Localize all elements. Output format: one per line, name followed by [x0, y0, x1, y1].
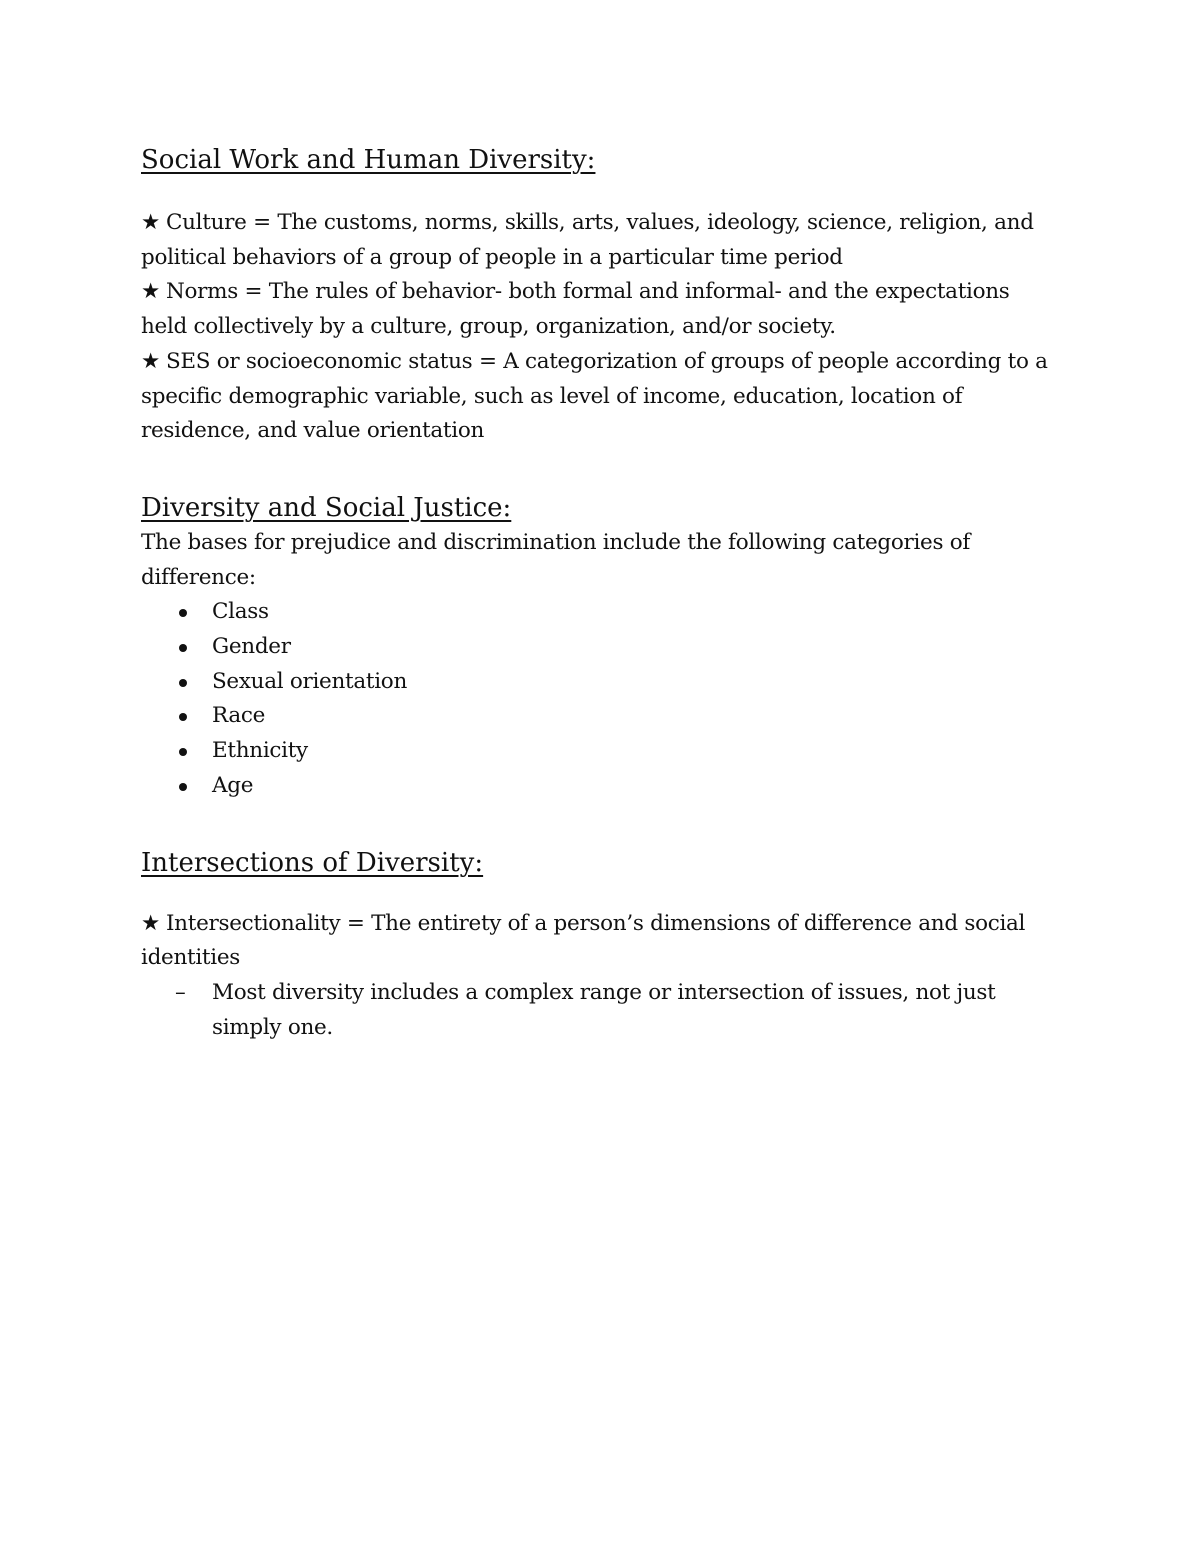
section-heading-social-work: Social Work and Human Diversity:: [141, 145, 596, 175]
dash-icon: –: [175, 979, 186, 1005]
star-icon: ★: [141, 348, 160, 374]
definition-text: Culture = The customs, norms, skills, arts, values, ideology, science, religion, and political behaviors of a group of people in a particular time period: [141, 210, 1034, 270]
definition-text: Intersectionality = The entirety of a person’s dimensions of difference and social identities: [141, 910, 1026, 971]
document-content: [141, 138, 1061, 1045]
definition-ses: [141, 345, 1061, 449]
list-item-label: Sexual orientation: [212, 668, 407, 694]
bullet-icon: [179, 644, 187, 652]
list-item-label: Gender: [212, 634, 291, 660]
sub-point-list: [141, 976, 1061, 1045]
list-item-label: Age: [212, 772, 254, 798]
definition-norms: [141, 275, 1061, 344]
list-item: [141, 976, 1061, 1045]
list-item-label: Ethnicity: [212, 738, 308, 764]
intro-paragraph: The bases for prejudice and discrimination include the following categories of difference:: [141, 529, 971, 590]
definition-text: SES or socioeconomic status = A categorization of groups of people according to a specific demographic variable, such as level of income, education, location of residence, and value orientation: [141, 348, 1048, 444]
bullet-icon: [179, 783, 187, 791]
definition-text: Norms = The rules of behavior- both formal and informal- and the expectations held collectively by a culture, group, organization, and/or society.: [141, 279, 1010, 340]
bullet-icon: [179, 713, 187, 721]
list-item-label: Class: [212, 599, 269, 625]
list-item: [141, 595, 1061, 630]
list-item: [141, 630, 1061, 665]
intersections-block: [141, 907, 1061, 1046]
star-icon: ★: [141, 210, 160, 235]
list-item-label: Most diversity includes a complex range or intersection of issues, not just simply one.: [212, 979, 996, 1040]
bullet-icon: [179, 679, 187, 687]
definition-culture: [141, 206, 1061, 275]
section-heading-intersections: Intersections of Diversity:: [141, 847, 484, 878]
list-item: [141, 769, 1061, 804]
list-item: [141, 665, 1061, 700]
bullet-icon: [179, 609, 187, 617]
definitions-block: [141, 206, 1061, 449]
definition-intersectionality: [141, 907, 1061, 976]
list-item-label: Race: [212, 703, 266, 729]
list-item: [141, 734, 1061, 769]
star-icon: ★: [141, 910, 160, 936]
section-heading-social-justice: Diversity and Social Justice:: [141, 492, 512, 523]
list-item: [141, 699, 1061, 734]
bullet-icon: [179, 748, 187, 756]
star-icon: ★: [141, 279, 160, 305]
social-justice-block: [141, 526, 1061, 804]
category-list: [141, 595, 1061, 803]
